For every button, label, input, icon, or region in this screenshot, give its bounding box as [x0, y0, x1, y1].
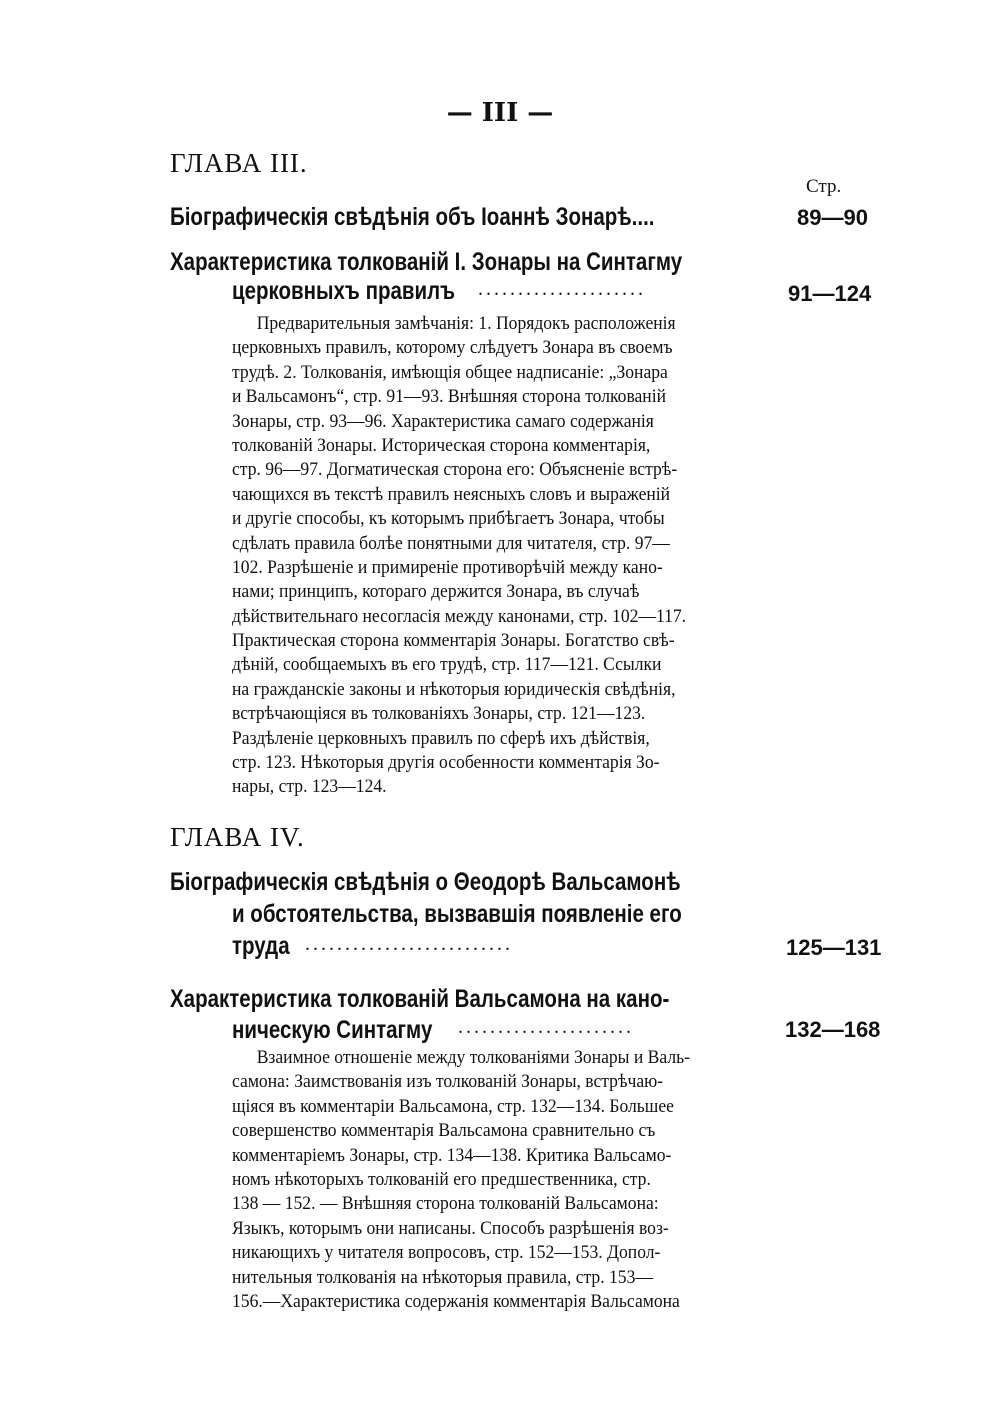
summary-line: самона: Заимствованія изъ толкованій Зонары, встрѣчаю- [232, 1072, 664, 1093]
entry-title-line-1: Біографическія свѣдѣнія о Θеодорѣ Вальсамонѣ [170, 868, 681, 896]
summary-line: 138 — 152. — Внѣшняя сторона толкованій Вальсамона: [232, 1194, 659, 1215]
entry-title-line-3: труда [232, 932, 290, 960]
entry-pages: 132—168 [785, 1017, 881, 1042]
summary-line: Зонары, стр. 93—96. Характеристика самаго содержанія [232, 411, 654, 432]
toc-entry-zonaras-biography [170, 201, 654, 233]
toc-entry-balsamon-commentary-cont [232, 1014, 432, 1046]
entry-title-line-2: церковныхъ правилъ [232, 277, 456, 305]
pages-column-label: Стр. [806, 176, 842, 197]
summary-line: Языкъ, которымъ они написаны. Способъ разрѣшенія воз- [232, 1218, 669, 1239]
entry-pages: 125—131 [786, 935, 882, 960]
summary-line: стр. 96—97. Догматическая сторона его: Объясненіе встрѣ- [232, 460, 678, 481]
summary-line: Раздѣленіе церковныхъ правилъ по сферѣ ихъ дѣйствія, [232, 728, 650, 749]
summary-line: щіяся въ комментаріи Вальсамона, стр. 132—134. Большее [232, 1096, 674, 1117]
toc-entry-zonaras-commentary [170, 246, 682, 278]
summary-line: дѣйствительнаго несогласія между канонами, стр. 102—117. [232, 606, 687, 627]
toc-entry-balsamon-commentary [170, 983, 669, 1015]
page-number: — III — [446, 98, 554, 128]
chapter-4-heading: ГЛАВА IV. [170, 822, 305, 852]
summary-line: толкованій Зонары. Историческая сторона комментарія, [232, 435, 651, 456]
summary-line: нами; принципъ, котораго держится Зонара, въ случаѣ [232, 582, 640, 603]
entry-title-line-2: ническую Синтагму [232, 1016, 433, 1044]
summary-line: Взаимное отношеніе между толкованіями Зонары и Валь- [256, 1048, 691, 1068]
summary-line: встрѣчающіяся въ толкованіяхъ Зонары, стр. 121—123. [232, 704, 646, 725]
summary-line: дѣній, сообщаемыхъ въ его трудѣ, стр. 117—121. Ссылки [232, 655, 662, 676]
leader-dots: ..................... [478, 278, 646, 300]
summary-line: на гражданскіе законы и нѣкоторыя юридическія свѣдѣнія, [232, 679, 676, 700]
summary-line: никающихъ у читателя вопросовъ, стр. 152—153. Допол- [232, 1243, 661, 1264]
summary-line: стр. 123. Нѣкоторыя другія особенности комментарія Зо- [232, 753, 660, 774]
summary-line: совершенство комментарія Вальсамона сравнительно съ [232, 1121, 656, 1142]
chapter-4-summary [232, 1046, 690, 1314]
summary-line: сдѣлать правила болѣе понятными для читателя, стр. 97— [232, 533, 670, 554]
summary-line: церковныхъ правилъ, которому слѣдуетъ Зонара въ своемъ [232, 338, 673, 359]
summary-line: 102. Разрѣшеніе и примиреніе противорѣчій между кано- [232, 557, 663, 578]
entry-title-line-2: и обстоятельства, вызвавшія появленіе его [232, 900, 682, 928]
summary-line: Практическая сторона комментарія Зонары. Богатство свѣ- [232, 631, 675, 652]
entry-title: Біографическія свѣдѣнія объ Іоаннѣ Зонарѣ [170, 203, 632, 231]
chapter-3-summary [232, 312, 686, 800]
toc-entry-zonaras-commentary-cont [232, 275, 455, 307]
summary-line: и Вальсамонъ“, стр. 91—93. Внѣшняя сторона толкованій [232, 387, 667, 408]
entry-pages: 91—124 [788, 281, 872, 306]
summary-line: номъ нѣкоторыхъ толкованій его предшественника, стр. [232, 1169, 651, 1190]
summary-line: трудѣ. 2. Толкованія, имѣющія общее надписаніе: „Зонара [232, 362, 668, 383]
toc-entry-balsamon-biography-cont [232, 898, 682, 930]
summary-line: нительныя толкованія на нѣкоторыя правила, стр. 153— [232, 1267, 653, 1288]
leader-dots: .......................... [305, 933, 513, 955]
entry-title-line-1: Характеристика толкованій Вальсамона на кано- [170, 985, 670, 1013]
summary-line: и другіе способы, къ которымъ прибѣгаетъ Зонара, чтобы [232, 509, 665, 530]
toc-entry-balsamon-biography [170, 866, 681, 898]
summary-line: 156.—Характеристика содержанія комментарія Вальсамона [232, 1291, 680, 1312]
chapter-3-heading: ГЛАВА III. [170, 148, 308, 178]
leader-dots: .... [631, 203, 655, 231]
summary-line: комментаріемъ Зонары, стр. 134—138. Критика Вальсамо- [232, 1145, 672, 1166]
summary-line: Предварительныя замѣчанія: 1. Порядокъ расположенія [256, 314, 676, 334]
summary-line: нары, стр. 123—124. [232, 777, 387, 798]
entry-pages: 89—90 [797, 205, 868, 230]
leader-dots: ...................... [458, 1016, 634, 1038]
entry-title-line-1: Характеристика толкованій І. Зонары на Синтагму [170, 248, 683, 276]
summary-line: чающихся въ текстѣ правилъ неясныхъ словъ и выраженій [232, 484, 671, 505]
toc-entry-balsamon-biography-cont2 [232, 930, 290, 962]
